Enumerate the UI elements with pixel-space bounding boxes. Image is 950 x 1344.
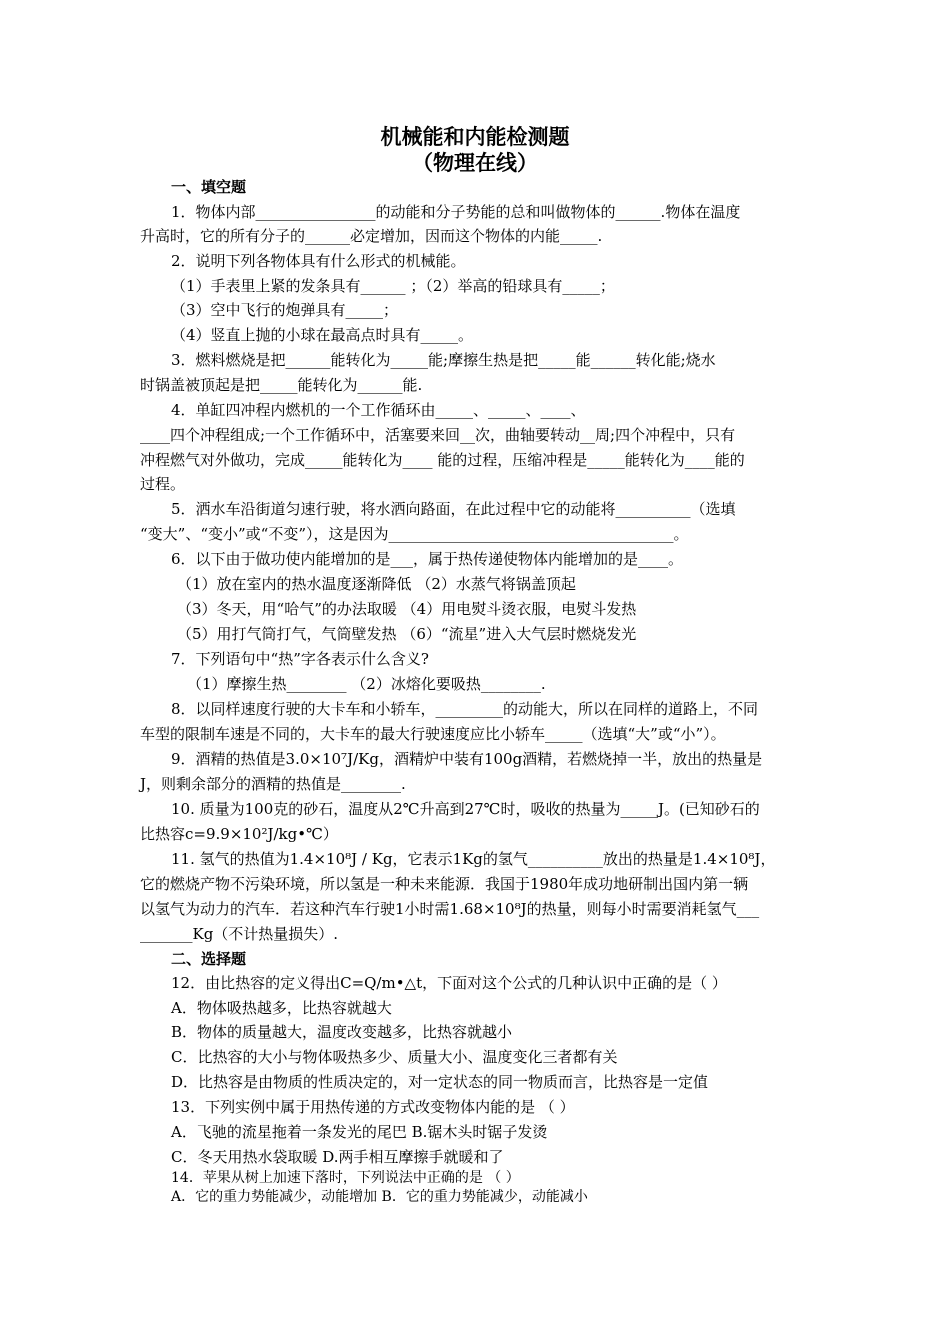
text-line: 1．物体内部________________的动能和分子势能的总和叫做物体的______.物体在温度: [171, 203, 741, 221]
text-line: （1）手表里上紧的发条具有______ ；（2）举高的铅球具有_____；: [171, 277, 615, 295]
text-line: （5）用打气筒打气，气筒壁发热 （6）“流星”进入大气层时燃烧发光: [177, 625, 637, 643]
document-subtitle: （物理在线）: [412, 151, 538, 175]
text-line: D．比热容是由物质的性质决定的，对一定状态的同一物质而言，比热容是一定值: [171, 1073, 709, 1091]
text-line: 时锅盖被顶起是把_____能转化为______能.: [140, 376, 423, 394]
text-line: （1）摩擦生热________ （2）冰熔化要吸热________.: [187, 675, 546, 693]
text-line: 11. 氢气的热值为1.4×10⁸J / Kg，它表示1Kg的氢气__________放出的热量是1.4×10⁸J，: [171, 850, 776, 868]
text-line: ____四个冲程组成;一个工作循环中，活塞要来回__次，曲轴要转动__周;四个冲程中，只有: [140, 426, 736, 444]
text-line: A．它的重力势能减少，动能增加 B．它的重力势能减少，动能减小: [171, 1189, 588, 1205]
text-line: （4）竖直上抛的小球在最高点时具有_____。: [171, 326, 474, 344]
text-line: （3）空中飞行的炮弹具有_____；: [171, 301, 399, 319]
text-line: 8．以同样速度行驶的大卡车和小轿车，_________的动能大，所以在同样的道路上，不同: [171, 700, 759, 718]
text-line: A．物体吸热越多，比热容就越大: [171, 999, 392, 1017]
section-heading-fill-in: 一、填空题: [171, 178, 247, 196]
text-line: 3．燃料燃烧是把______能转化为_____能;摩擦生热是把_____能______转化能;烧水: [171, 351, 716, 369]
text-line: _______Kg（不计热量损失）.: [140, 925, 339, 943]
text-line: 升高时，它的所有分子的______必定增加，因而这个物体的内能_____.: [140, 227, 603, 245]
text-line: 以氢气为动力的汽车．若这种汽车行驶1小时需1.68×10⁸J的热量，则每小时需要消耗氢气___: [140, 900, 760, 918]
text-line: B．物体的质量越大，温度改变越多，比热容就越小: [171, 1023, 513, 1041]
text-line: 7．下列语句中“热”字各表示什么含义?: [171, 650, 429, 668]
text-line: 4．单缸四冲程内燃机的一个工作循环由_____、_____、____、: [171, 401, 586, 419]
text-line: 5．洒水车沿街道匀速行驶，将水洒向路面，在此过程中它的动能将__________（选填: [171, 500, 736, 518]
text-line: 9．酒精的热值是3.0×10⁷J/Kg，酒精炉中装有100g酒精，若燃烧掉一半，放出的热量是: [171, 750, 763, 768]
text-line: C．冬天用热水袋取暖 D.两手相互摩擦手就暖和了: [171, 1148, 504, 1166]
text-line: 6．以下由于做功使内能增加的是___，属于热传递使物体内能增加的是____。: [171, 550, 684, 568]
text-line: 10. 质量为100克的砂石，温度从2℃升高到27℃时，吸收的热量为_____J。(已知砂石的: [171, 800, 760, 818]
text-line: 13．下列实例中属于用热传递的方式改变物体内能的是 （ ）: [171, 1098, 575, 1116]
text-line: 14．苹果从树上加速下落时，下列说法中正确的是 （ ）: [171, 1170, 520, 1186]
text-line: 12．由比热容的定义得出C=Q/m•△t，下面对这个公式的几种认识中正确的是（ ）: [171, 974, 727, 992]
text-line: （1）放在室内的热水温度逐渐降低 （2）水蒸气将锅盖顶起: [177, 575, 576, 593]
text-line: C．比热容的大小与物体吸热多少、质量大小、温度变化三者都有关: [171, 1048, 618, 1066]
text-line: 过程。: [140, 475, 186, 493]
text-line: 比热容c=9.9×10²J/kg•℃）: [140, 825, 338, 843]
text-line: 它的燃烧产物不污染环境，所以氢是一种未来能源．我国于1980年成功地研制出国内第一辆: [140, 875, 749, 893]
text-line: “变大”、“变小”或“不变”），这是因为______________________________________。: [140, 525, 689, 543]
document-title: 机械能和内能检测题: [380, 125, 570, 149]
text-line: 冲程燃气对外做功，完成_____能转化为____ 能的过程，压缩冲程是_____能转化为____能的: [140, 451, 745, 469]
text-line: 2．说明下列各物体具有什么形式的机械能。: [171, 252, 466, 270]
text-line: J，则剩余部分的酒精的热值是________.: [140, 775, 406, 793]
section-heading-choice: 二、选择题: [171, 950, 247, 968]
text-line: （3）冬天，用“哈气”的办法取暖 （4）用电熨斗烫衣服，电熨斗发热: [177, 600, 637, 618]
text-line: 车型的限制车速是不同的，大卡车的最大行驶速度应比小轿车_____（选填“大”或“小”）。: [140, 725, 726, 743]
text-line: A．飞驰的流星拖着一条发光的尾巴 B.锯木头时锯子发烫: [171, 1123, 548, 1141]
